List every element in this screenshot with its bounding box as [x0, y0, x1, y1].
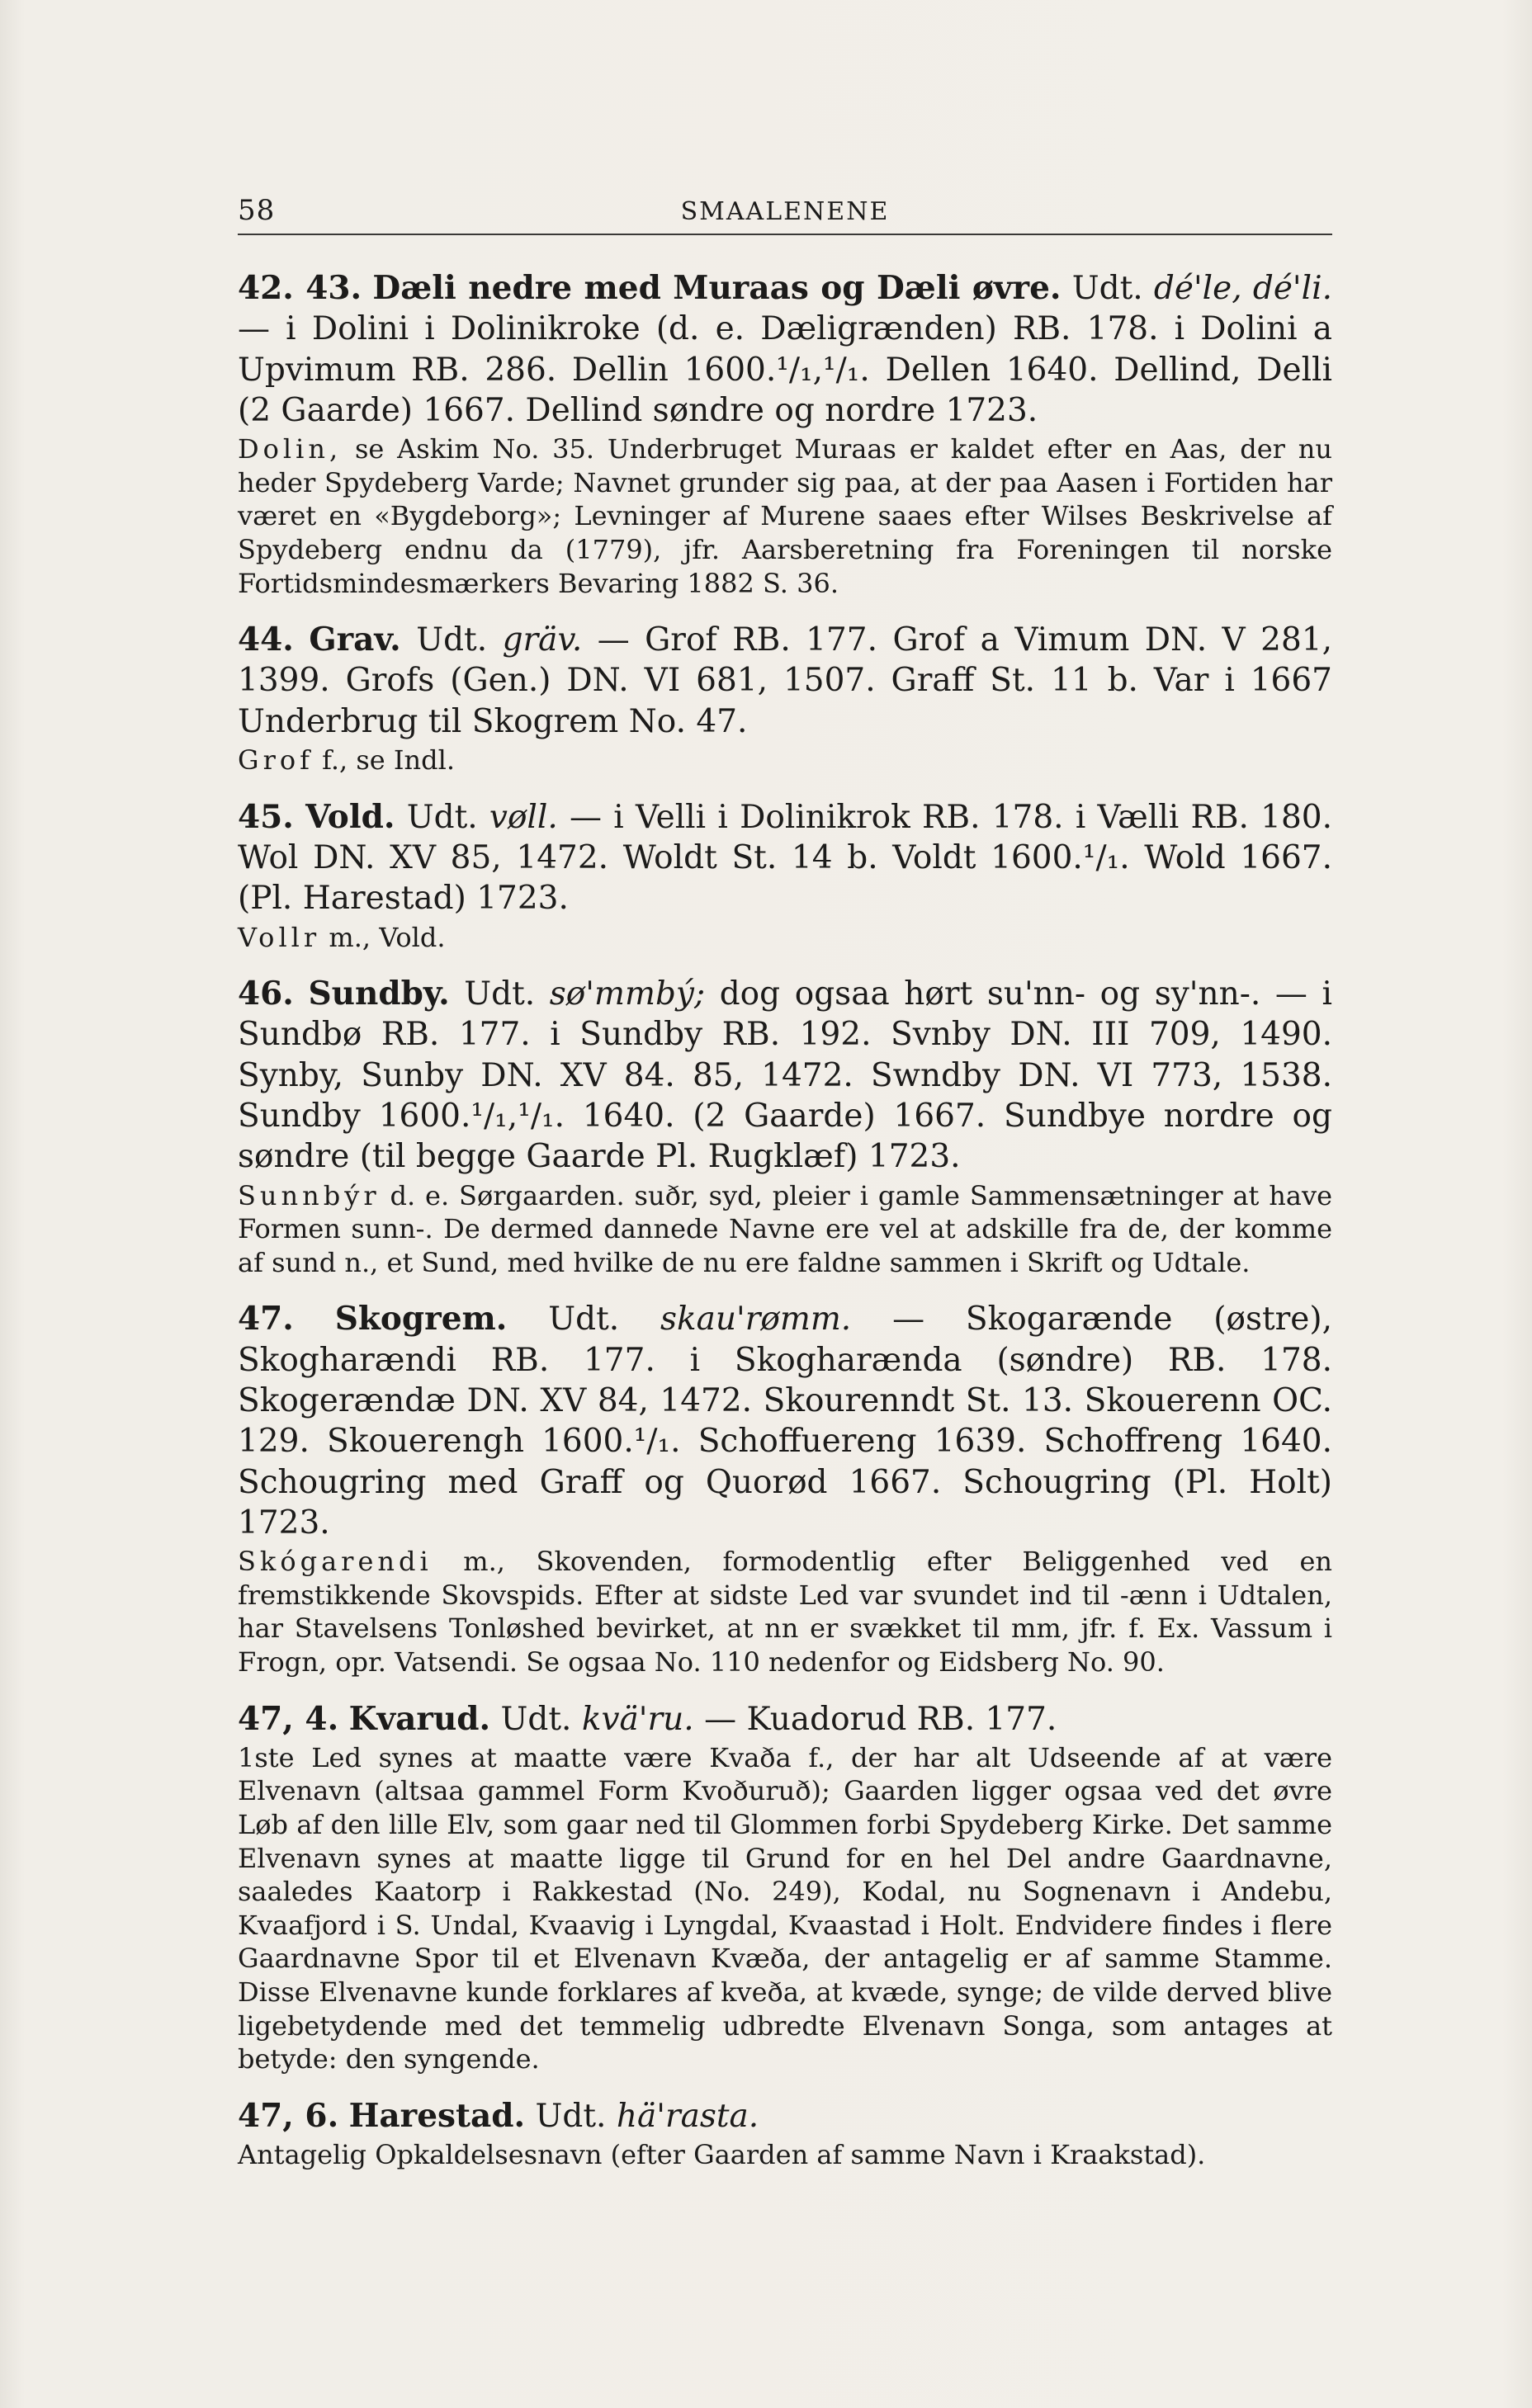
page-header [238, 192, 1332, 235]
entry-name: Skogrem. [334, 1300, 508, 1339]
entry-body: — i Dolini i Dolinikroke (d. e. Dæligrænden) RB. 178. i Dolini a Upvimum RB. 286. Dellin 1600.¹/₁,¹/₁. Dellen 1640. Dellind, Delli (2 Gaarde) 1667. Dellind søndre og nordre 1723. [238, 310, 1332, 429]
note-headword: Vollr [238, 921, 321, 953]
entry-name: Vold. [305, 797, 395, 836]
udt-label: Udt. [416, 621, 488, 659]
entry-45 [238, 797, 1332, 954]
udt-label: Udt. [548, 1301, 620, 1339]
pronunciation: sø'mmbý; [549, 975, 706, 1013]
note-headword: Skógarendi [238, 1546, 433, 1578]
entry-text [238, 2096, 1332, 2137]
entry-note [238, 1545, 1332, 1679]
entry-number: 45. [238, 797, 294, 836]
entry-body: — i Velli i Dolinikrok RB. 178. i Vælli RB. 180. Wol DN. XV 85, 1472. Woldt St. 14 b. Voldt 1600.¹/₁. Wold 1667. (Pl. Harestad) 1723. [238, 798, 1332, 918]
note-headword: Dolin, [238, 433, 343, 465]
udt-label: Udt. [535, 2097, 607, 2135]
entry-name: Dæli nedre med Muraas og Dæli øvre. [372, 269, 1062, 307]
entry-note [238, 2138, 1332, 2172]
entry-note [238, 1741, 1332, 2076]
entry-body: — Kuadorud RB. 177. [704, 1700, 1057, 1738]
page-content [238, 268, 1332, 2172]
entry-number: 42. 43. [238, 269, 362, 307]
udt-label: Udt. [500, 1700, 572, 1738]
entry-number: 47, 6. [238, 2096, 339, 2135]
entry-text [238, 620, 1332, 742]
entry-body: dog ogsaa hørt su'nn- og sy'nn-. — i Sundbø RB. 177. i Sundby RB. 192. Svnby DN. III 709, 1490. Synby, Sunby DN. XV 84. 85, 1472. Swndby DN. VI 773, 1538. Sundby 1600.¹/₁,¹/₁. 1640. (2 Gaarde) 1667. Sundbye nordre og søndre (til begge Gaarde Pl. Rugklæf) 1723. [238, 975, 1332, 1176]
page-number: 58 [238, 194, 276, 227]
entry-name: Grav. [309, 621, 401, 659]
note-headword: Grof [238, 744, 314, 777]
entry-47-6 [238, 2096, 1332, 2172]
pronunciation: dé'le, dé'li. [1153, 270, 1332, 307]
pronunciation: vøll. [489, 798, 558, 836]
entry-body: — Grof RB. 177. Grof a Vimum DN. V 281, 1399. Grofs (Gen.) DN. VI 681, 1507. Graff St. 11 b. Var i 1667 Underbrug til Skogrem No. 47. [238, 621, 1332, 740]
entry-47-4 [238, 1699, 1332, 2076]
entry-text [238, 1699, 1332, 1740]
entry-name: Harestad. [348, 2096, 526, 2135]
entry-note [238, 432, 1332, 600]
note-body: f., se Indl. [322, 744, 456, 777]
pronunciation: gräv. [502, 621, 583, 659]
entry-name: Kvarud. [348, 1699, 491, 1738]
note-body: d. e. Sørgaarden. suðr, syd, pleier i gamle Sammensætninger at have Formen sunn-. De dermed dannede Navne ere vel at adskille fra de, der komme af sund n., et Sund, med hvilke de nu ere faldne sammen i Skrift og Udtale. [238, 1179, 1333, 1278]
entry-42-43 [238, 268, 1332, 600]
udt-label: Udt. [406, 798, 478, 836]
entry-number: 47. [238, 1300, 294, 1339]
udt-label: Udt. [464, 975, 536, 1013]
pronunciation: kvä'ru. [581, 1700, 694, 1738]
entry-text [238, 797, 1332, 919]
entry-note [238, 1179, 1332, 1280]
entry-44 [238, 620, 1332, 777]
entry-47 [238, 1299, 1332, 1679]
note-body: m., Vold. [329, 921, 446, 953]
note-headword: Sunnbýr [238, 1179, 381, 1211]
note-body: 1ste Led synes at maatte være Kvaða f., der har alt Udseende af at være Elvenavn (altsaa gammel Form Kvoðuruð); Gaarden ligger ogsaa ved det øvre Løb af den lille Elv, som gaar ned til Glommen forbi Spydeberg Kirke. Det samme Elvenavn synes at maatte ligge til Grund for en hel Del andre Gaardnavne, saaledes Kaatorp i Rakkestad (No. 249), Kodal, nu Sognenavn i Andebu, Kvaafjord i S. Undal, Kvaavig i Lyngdal, Kvaastad i Holt. Endvidere findes i flere Gaardnavne Spor til et Elvenavn Kvæða, der antagelig er af samme Stamme. Disse Elvenavne kunde forklares af kveða, at kvæde, synge; de vilde derved blive ligebetydende med det temmelig udbredte Elvenavn Songa, som antages at betyde: den syngende. [238, 1741, 1332, 2075]
entry-text [238, 1299, 1332, 1543]
note-body: se Askim No. 35. Underbruget Muraas er kaldet efter en Aas, der nu heder Spydeberg Varde; Navnet grunder sig paa, at der paa Aasen i Fortiden har været en «Bygdeborg»; Levninger af Murene saaes efter Wilses Beskrivelse af Spydeberg endnu da (1779), jfr. Aarsberetning fra Foreningen til norske Fortidsmindesmærkers Bevaring 1882 S. 36. [238, 433, 1333, 599]
running-head: SMAALENENE [680, 197, 890, 226]
entry-number: 47, 4. [238, 1699, 339, 1738]
note-body: Antagelig Opkaldelsesnavn (efter Gaarden af samme Navn i Kraakstad). [238, 2139, 1206, 2171]
entry-note [238, 744, 1332, 777]
entry-body: — Skogarænde (østre), Skogharændi RB. 177. i Skogharænda (søndre) RB. 178. Skogerændæ DN. XV 84, 1472. Skourenndt St. 13. Skouerenn OC. 129. Skouerengh 1600.¹/₁. Schoffuereng 1639. Schoffreng 1640. Schougring med Graff og Quorød 1667. Schougring (Pl. Holt) 1723. [238, 1301, 1332, 1542]
entry-number: 46. [238, 975, 294, 1013]
entry-text [238, 974, 1332, 1177]
pronunciation: skau'rømm. [660, 1301, 852, 1339]
entry-text [238, 268, 1332, 431]
pronunciation: hä'rasta. [616, 2097, 759, 2135]
entry-46 [238, 974, 1332, 1279]
entry-note [238, 921, 1332, 955]
entry-number: 44. [238, 621, 294, 659]
entry-name: Sundby. [308, 975, 450, 1013]
udt-label: Udt. [1071, 270, 1143, 307]
note-body: m., Skovenden, formodentlig efter Beliggenhed ved en fremstikkende Skovspids. Efter at sidste Led var svundet ind til -ænn i Udtalen, har Stavelsens Tonløshed bevirket, at nn er svækket til mm, jfr. f. Ex. Vassum i Frogn, opr. Vatsendi. Se ogsaa No. 110 nedenfor og Eidsberg No. 90. [238, 1546, 1333, 1678]
